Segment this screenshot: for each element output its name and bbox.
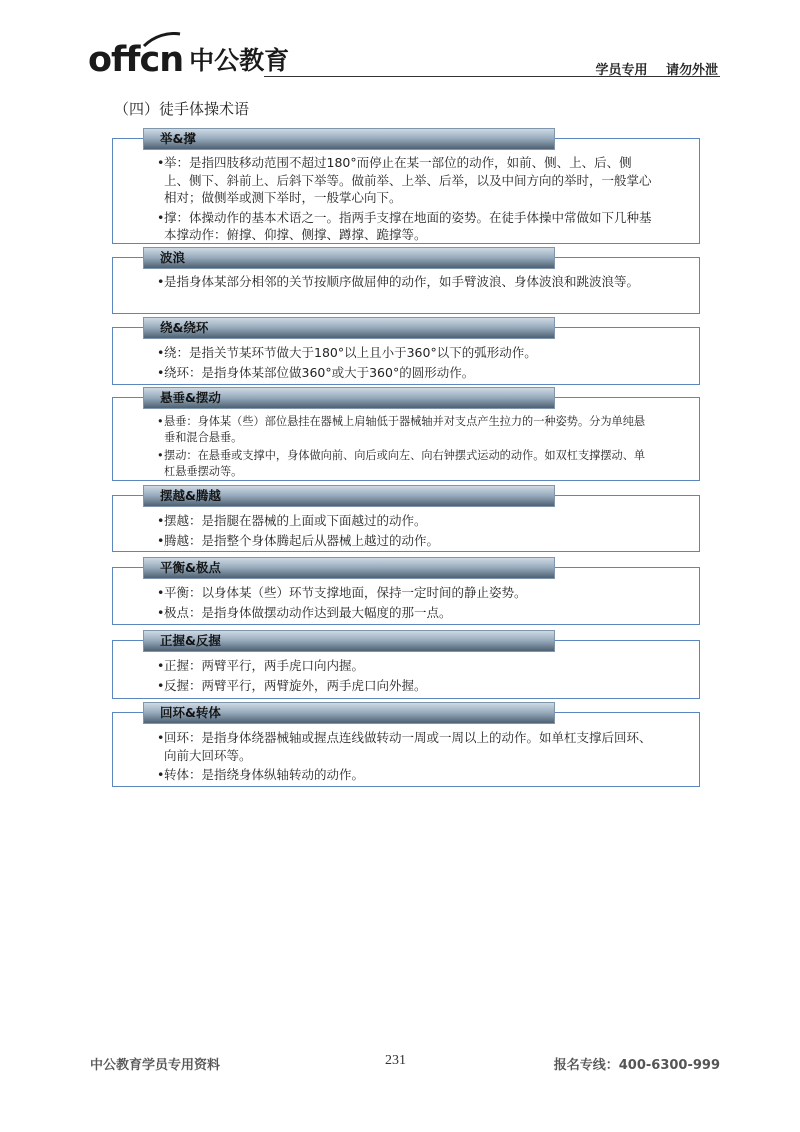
list-item: • 反握：两臂平行，两臂旋外，两手虎口向外握。 — [157, 677, 653, 695]
term-box-pingheng — [112, 560, 700, 625]
list-item: • 极点：是指身体做摆动动作达到最大幅度的那一点。 — [157, 604, 653, 622]
list-item: • 举：是指四肢移动范围不超过180°而停止在某一部位的动作，如前、侧、上、后、侧上、侧下、斜前上、后斜下举等。做前举、上举、后举，以及中间方向的举时，一般掌心相对；做侧举或测下举时，一般掌心向下。 — [157, 154, 653, 207]
term-box-content — [157, 154, 653, 246]
list-item: • 腾越：是指整个身体腾起后从器械上越过的动作。 — [157, 532, 653, 550]
logo-chinese: 中公教育 — [189, 46, 290, 75]
list-item: • 摆越：是指腿在器械的上面或下面越过的动作。 — [157, 512, 653, 530]
term-box-title: 举&撑 — [143, 128, 555, 150]
list-item: • 悬垂：身体某（些）部位悬挂在器械上肩轴低于器械轴并对支点产生拉力的一种姿势。分为单纯悬垂和混合悬垂。 — [157, 414, 653, 446]
list-item: • 绕环：是指身体某部位做360°或大于360°的圆形动作。 — [157, 364, 653, 382]
footer-hotline: 报名专线：400-6300-999 — [553, 1058, 720, 1073]
list-item: • 平衡：以身体某（些）环节支撑地面，保持一定时间的静止姿势。 — [157, 584, 653, 602]
term-box-content — [157, 584, 653, 623]
list-item: • 摆动：在悬垂或支撑中，身体做向前、向后或向左、向右钟摆式运动的动作。如双杠支撑摆动、单杠悬垂摆动等。 — [157, 448, 653, 480]
term-box-ju-cheng — [112, 131, 700, 244]
term-box-content — [157, 512, 653, 551]
list-item: • 是指身体某部分相邻的关节按顺序做屈伸的动作，如手臂波浪、身体波浪和跳波浪等。 — [157, 273, 653, 291]
term-box-content — [157, 414, 653, 482]
term-box-zhengwo — [112, 633, 700, 699]
list-item: • 绕：是指关节某环节做大于180°以上且小于360°以下的弧形动作。 — [157, 344, 653, 362]
term-box-title: 波浪 — [143, 247, 555, 269]
header-tag-confidential: 请勿外泄 — [665, 63, 718, 78]
term-box-content — [157, 344, 653, 383]
list-item: • 撑：体操动作的基本术语之一。指两手支撑在地面的姿势。在徒手体操中常做如下几种基本撑动作：俯撑、仰撑、侧撑、蹲撑、跪撑等。 — [157, 209, 653, 244]
term-box-baiyue — [112, 488, 700, 552]
term-box-content — [157, 273, 653, 293]
list-item: • 转体：是指绕身体纵轴转动的动作。 — [157, 766, 653, 784]
list-item: • 回环：是指身体绕器械轴或握点连线做转动一周或一周以上的动作。如单杠支撑后回环、向前大回环等。 — [157, 729, 653, 764]
list-item: • 正握：两臂平行，两手虎口向内握。 — [157, 657, 653, 675]
footer-note: 中公教育学员专用资料 — [90, 1058, 221, 1073]
section-title: （四）徒手体操术语 — [114, 100, 250, 118]
term-box-content — [157, 729, 653, 786]
term-box-title: 摆越&腾越 — [143, 485, 555, 507]
page-number: 231 — [385, 1053, 406, 1068]
header-tags — [595, 59, 718, 78]
term-box-title: 平衡&极点 — [143, 557, 555, 579]
term-box-rao — [112, 320, 700, 385]
term-box-title: 回环&转体 — [143, 702, 555, 724]
logo-swoosh-icon — [142, 32, 182, 48]
offcn-logo — [88, 38, 289, 78]
term-box-xuanchui — [112, 390, 700, 481]
logo-wordmark: offcn — [88, 40, 184, 80]
term-box-title: 悬垂&摆动 — [143, 387, 555, 409]
term-box-huihuan — [112, 705, 700, 787]
header-tag-students: 学员专用 — [595, 63, 648, 78]
term-box-title: 绕&绕环 — [143, 317, 555, 339]
term-box-title: 正握&反握 — [143, 630, 555, 652]
term-box-bolang — [112, 250, 700, 314]
term-box-content — [157, 657, 653, 696]
